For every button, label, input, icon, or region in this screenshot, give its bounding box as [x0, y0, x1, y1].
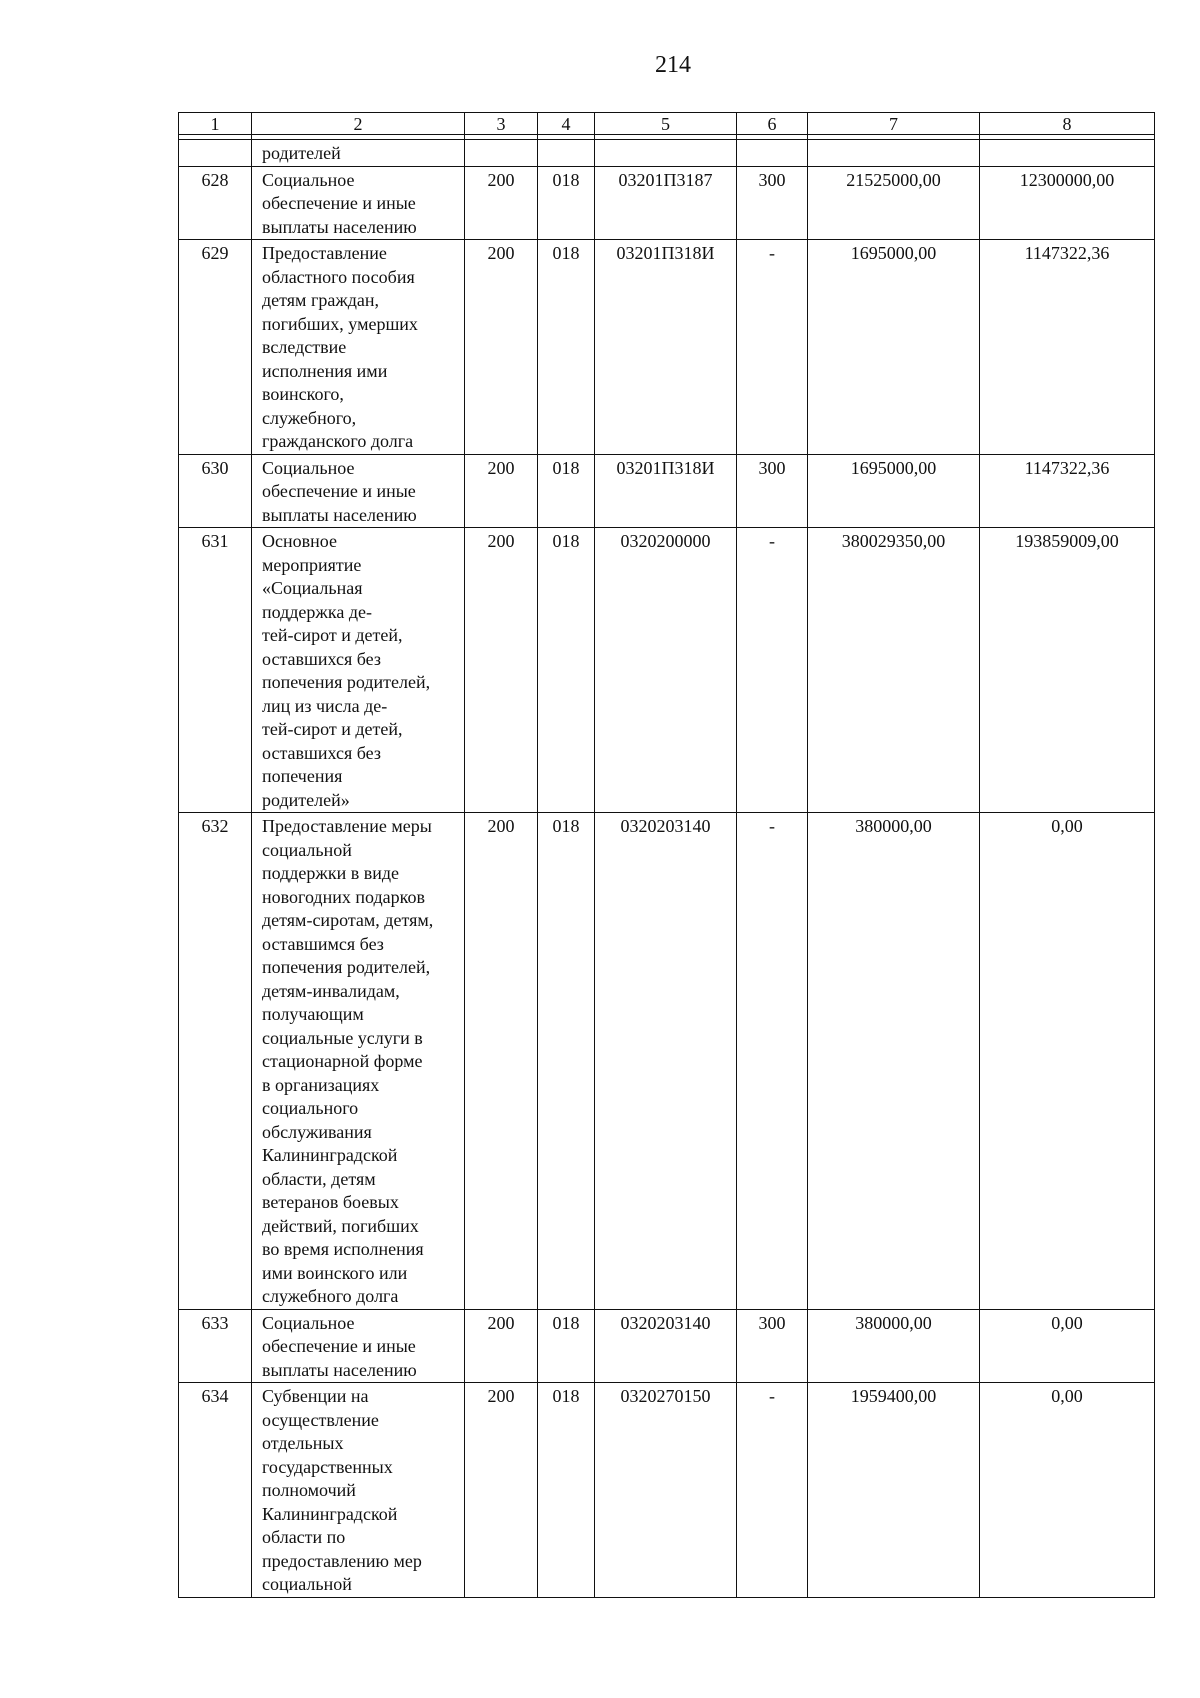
column-8-cell: 1147322,36 [980, 240, 1155, 455]
column-4-cell: 018 [538, 1383, 595, 1598]
column-7-cell: 380029350,00 [808, 528, 980, 813]
header-cell: 2 [252, 113, 465, 135]
description-cell [252, 1383, 465, 1598]
description-cell [252, 528, 465, 813]
description-line: детям граждан, [262, 290, 380, 310]
header-row [179, 113, 1155, 135]
description-line: погибших, умерших [262, 313, 418, 334]
description-line: обслуживания [262, 1121, 372, 1142]
header-cell: 6 [737, 113, 808, 135]
description-line: получающим [262, 1004, 364, 1024]
description-line: социальной [262, 839, 352, 860]
column-6-cell: - [737, 813, 808, 1310]
table-row [179, 240, 1155, 455]
column-3-cell: 200 [465, 528, 538, 813]
column-8-cell: 0,00 [980, 1383, 1155, 1598]
description-line: стационарной форме [262, 1051, 423, 1071]
description-line: ими воинского или [262, 1262, 408, 1283]
column-8-cell: 12300000,00 [980, 166, 1155, 240]
description-line: Социальное [262, 457, 355, 478]
table-body [179, 113, 1155, 1598]
table-row [179, 166, 1155, 240]
column-7-cell: 380000,00 [808, 813, 980, 1310]
description-line: новогодних подарков [262, 886, 425, 907]
description-line: Основное [262, 531, 337, 551]
description-cell [252, 166, 465, 240]
column-7-cell: 1959400,00 [808, 1383, 980, 1598]
page-number: 214 [655, 52, 691, 78]
description-line: социальной [262, 1574, 352, 1594]
table-row [179, 813, 1155, 1310]
column-3-cell: 200 [465, 1309, 538, 1383]
description-line: вследствие [262, 337, 347, 357]
column-4-cell: 018 [538, 166, 595, 240]
column-6-cell: 300 [737, 166, 808, 240]
description-line: оставшихся без [262, 648, 381, 669]
description-line: детям-инвалидам, [262, 980, 400, 1001]
column-7-cell: 21525000,00 [808, 166, 980, 240]
header-cell: 3 [465, 113, 538, 135]
header-cell: 5 [595, 113, 737, 135]
description-line: тей-сирот и детей, [262, 625, 403, 645]
column-4-cell: 018 [538, 1309, 595, 1383]
description-line: «Социальная [262, 578, 363, 598]
row-number-cell: 634 [179, 1383, 252, 1598]
description-line: попечения родителей, [262, 957, 431, 977]
column-6-cell: 300 [737, 454, 808, 528]
column-4-cell: 018 [538, 240, 595, 455]
description-line: обеспечение и иные [262, 193, 416, 213]
description-line: социального [262, 1098, 359, 1118]
description-line: выплаты населению [262, 1359, 417, 1380]
row-number-cell: 629 [179, 240, 252, 455]
header-cell: 1 [179, 113, 252, 135]
description-line: детям-сиротам, детям, [262, 910, 434, 930]
column-4-cell: 018 [538, 813, 595, 1310]
description-line: обеспечение и иные [262, 481, 416, 501]
column-4-cell: 018 [538, 528, 595, 813]
description-line: служебного долга [262, 1286, 399, 1306]
column-7-cell: 1695000,00 [808, 454, 980, 528]
column-5-cell: 03201П318И [595, 240, 737, 455]
table-row [179, 454, 1155, 528]
description-cell [252, 240, 465, 455]
carryover-row [179, 140, 1155, 167]
column-7-cell: 380000,00 [808, 1309, 980, 1383]
table-row [179, 1383, 1155, 1598]
column-3-cell: 200 [465, 1383, 538, 1598]
column-4-cell: 018 [538, 454, 595, 528]
column-5-cell: 0320200000 [595, 528, 737, 813]
column-3-cell: 200 [465, 813, 538, 1310]
description-line: социальные услуги в [262, 1027, 423, 1048]
description-cell [252, 813, 465, 1310]
column-5-cell: 0320270150 [595, 1383, 737, 1598]
column-8-cell: 0,00 [980, 1309, 1155, 1383]
description-line: родителей» [262, 789, 350, 810]
column-5-cell: 0320203140 [595, 1309, 737, 1383]
header-cell: 7 [808, 113, 980, 135]
description-line: попечения [262, 766, 343, 786]
description-line: поддержки в виде [262, 863, 400, 883]
description-cell [252, 1309, 465, 1383]
row-number-cell: 633 [179, 1309, 252, 1383]
column-8-cell: 1147322,36 [980, 454, 1155, 528]
description-line: Социальное [262, 169, 355, 190]
description-line: выплаты населению [262, 216, 417, 237]
description-line: попечения родителей, [262, 672, 431, 692]
budget-table [178, 112, 1155, 1598]
column-3-cell: 200 [465, 454, 538, 528]
column-8-cell: 193859009,00 [980, 528, 1155, 813]
description-line: Предоставление меры [262, 816, 432, 836]
description-line: обеспечение и иные [262, 1336, 416, 1356]
description-line: государственных [262, 1456, 393, 1477]
column-3-cell: 200 [465, 166, 538, 240]
description-line: мероприятие [262, 554, 362, 575]
column-6-cell: - [737, 528, 808, 813]
description-line: лиц из числа де- [262, 695, 388, 716]
column-5-cell: 0320203140 [595, 813, 737, 1310]
table-row [179, 1309, 1155, 1383]
column-5-cell: 03201П318И [595, 454, 737, 528]
column-6-cell: - [737, 1383, 808, 1598]
description-line: осуществление [262, 1409, 379, 1430]
description-line: воинского, [262, 384, 344, 404]
description-line: тей-сирот и детей, [262, 719, 403, 739]
description-line: Социальное [262, 1312, 355, 1333]
header-cell: 4 [538, 113, 595, 135]
description-line: гражданского долга [262, 431, 414, 451]
description-line: исполнения ими [262, 360, 388, 381]
row-number-cell: 630 [179, 454, 252, 528]
row-number-cell: 631 [179, 528, 252, 813]
description-cell [252, 454, 465, 528]
description-line: оставшихся без [262, 742, 381, 763]
column-6-cell: - [737, 240, 808, 455]
description-line: действий, погибших [262, 1215, 419, 1236]
description-line: области по [262, 1527, 346, 1547]
description-line: Калининградской [262, 1145, 398, 1165]
column-6-cell: 300 [737, 1309, 808, 1383]
description-line: Субвенции на [262, 1386, 369, 1406]
description-line: Предоставление [262, 243, 387, 263]
row-number-cell: 632 [179, 813, 252, 1310]
description-line: области, детям [262, 1168, 376, 1189]
table-row [179, 528, 1155, 813]
description-line: в организациях [262, 1074, 380, 1095]
description-line: отдельных [262, 1433, 344, 1453]
carryover-text: родителей [252, 140, 465, 167]
description-line: оставшимся без [262, 933, 384, 954]
column-3-cell: 200 [465, 240, 538, 455]
description-line: поддержка де- [262, 601, 372, 622]
header-cell: 8 [980, 113, 1155, 135]
description-line: Калининградской [262, 1503, 398, 1524]
column-5-cell: 03201П3187 [595, 166, 737, 240]
description-line: областного пособия [262, 266, 415, 287]
description-line: выплаты населению [262, 504, 417, 525]
row-number-cell: 628 [179, 166, 252, 240]
description-line: служебного, [262, 407, 357, 428]
description-line: полномочий [262, 1480, 356, 1500]
column-7-cell: 1695000,00 [808, 240, 980, 455]
description-line: предоставлению мер [262, 1550, 422, 1571]
description-line: ветеранов боевых [262, 1192, 399, 1212]
description-line: во время исполнения [262, 1239, 424, 1259]
column-8-cell: 0,00 [980, 813, 1155, 1310]
